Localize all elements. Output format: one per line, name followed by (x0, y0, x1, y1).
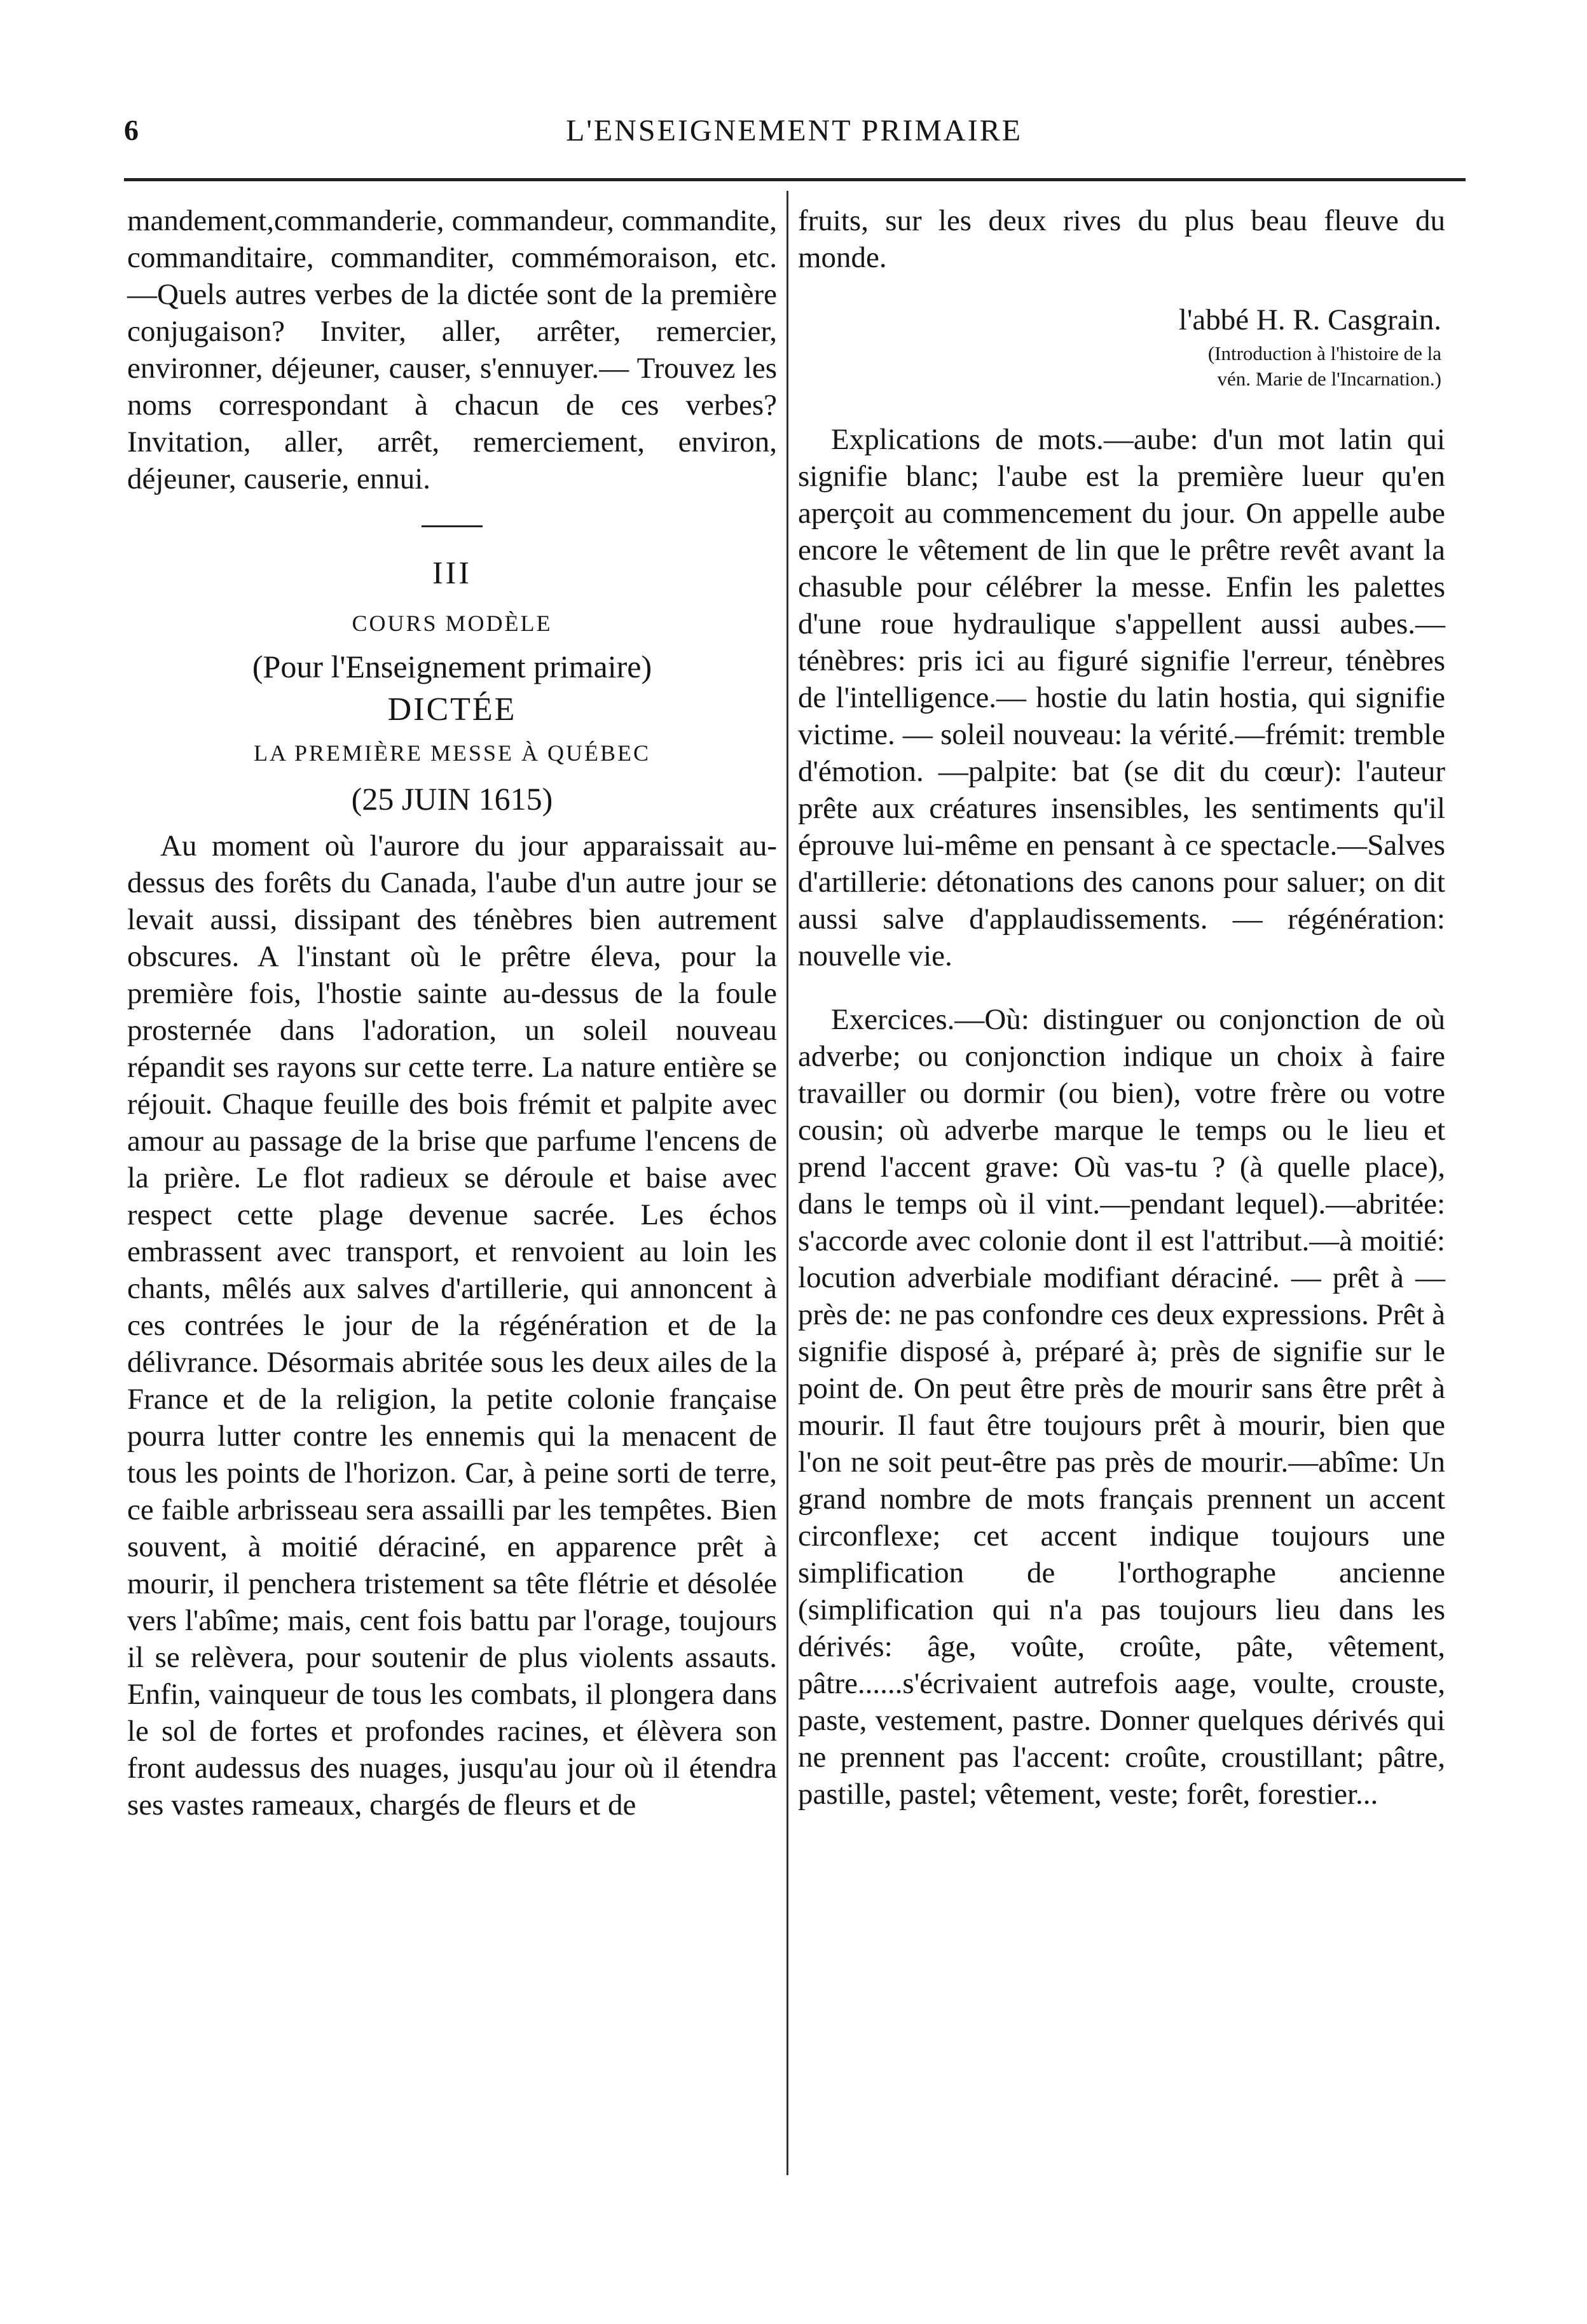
exercices-paragraph: Exercices.—Où: distinguer ou conjonction de où adverbe; ou conjonction indique un choix à faire travailler ou dormir (ou bien), votre frère ou votre cousin; où adverbe marque le temps ou le lieu et prend l'accent grave: Où vas-tu ? (à quelle place), dans le temps où il vint.—pendant lequel).—abritée: s'accorde avec colonie dont il est l'attribut.—à moitié: locution adverbiale modifiant déraciné. — prêt à — près de: ne pas confondre ces deux expressions. Prêt à signifie disposé à, préparé à; près de signifie sur le point de. On peut être près de mourir sans être prêt à mourir. Il faut être toujours prêt à mourir, bien que l'on ne soit peut-être pas près de mourir.—abîme: Un grand nombre de mots français prennent un accent circonflexe; cet accent indique toujours une simplification de l'orthographe ancienne (simplification qui n'a pas toujours lieu dans les dérivés: âge, voûte, croûte, pâte, vêtement, pâtre......s'écrivaient autrefois aage, voulte, crouste, paste, vestement, pastre. Donner quelques dérivés qui ne prennent pas l'accent: croûte, croustillant; pâtre, pastille, pastel; vêtement, veste; forêt, forestier... (798, 1003, 1446, 1811)
section-number: III (432, 555, 472, 590)
dictee-date: (25 JUIN 1615) (351, 781, 553, 817)
dictee-continuation: fruits, sur les deux rives du plus beau fleuve du monde. (798, 204, 1445, 274)
dictee-heading: LA PREMIÈRE MESSE À QUÉBEC (253, 740, 651, 766)
running-title: L'ENSEIGNEMENT PRIMAIRE (565, 114, 1023, 148)
source-citation (798, 341, 1445, 392)
section-rule (422, 525, 483, 527)
page-header (124, 95, 1464, 165)
opening-paragraph: mandement,commanderie, commandeur, commandite, commanditaire, commanditer, commémoraison, etc.—Quels autres verbes de la dictée sont de la première conjugaison? Inviter, aller, arrêter, remercier, environner, déjeuner, causer, s'ennuyer.— Trouvez les noms correspondant à chacun de ces verbes? Invitation, aller, arrêt, remerciement, environ, déjeuner, causerie, ennui. (127, 204, 777, 495)
left-column (127, 202, 777, 1823)
author-signature: l'abbé H. R. Casgrain. (1178, 303, 1441, 336)
source-line-1: (Introduction à l'histoire de la (1207, 342, 1441, 364)
dictee-text: Au moment où l'aurore du jour apparaissait au-dessus des forêts du Canada, l'aube d'un autre jour se levait aussi, dissipant des ténèbres bien autrement obscures. A l'instant où le prêtre éleva, pour la première fois, l'hostie sainte au-dessus de la foule prosternée dans l'adoration, un soleil nouveau répandit ses rayons sur cette terre. La nature entière se réjouit. Chaque feuille des bois frémit et palpite avec amour au passage de la brise que parfume l'encens de la prière. Le flot radieux se déroule et baise avec respect cette plage devenue sacrée. Les échos embrassent avec transport, et renvoient au loin les chants, mêlés aux salves d'artillerie, qui annoncent à ces contrées le jour de la régénération et de la délivrance. Désormais abritée sous les deux ailes de la France et de la religion, la petite colonie française pourra lutter contre les ennemis qui la menacent de tous les points de l'horizon. Car, à peine sorti de terre, ce faible arbrisseau sera assailli par les tempêtes. Bien souvent, à moitié déraciné, en apparence prêt à mourir, il penchera tristement sa tête flétrie et désolée vers l'abîme; mais, cent fois battu par l'orage, toujours il se relèvera, pour soutenir de plus violents assauts. Enfin, vainqueur de tous les combats, il plongera dans le sol de fortes et profondes racines, et élèvera son front audessus des nuages, jusqu'au jour où il étendra ses vastes rameaux, chargés de fleurs et de (127, 829, 777, 1822)
header-rule (124, 178, 1466, 181)
dictee-title: DICTÉE (387, 691, 517, 728)
paragraph-gap (798, 974, 1445, 1001)
page-number: 6 (124, 114, 139, 146)
source-line-2: vén. Marie de l'Incarnation.) (1217, 368, 1441, 390)
section-subtitle: (Pour l'Enseignement primaire) (252, 649, 652, 684)
right-column (798, 202, 1445, 1813)
section-heading: COURS MODÈLE (352, 611, 553, 636)
explications-paragraph: Explications de mots.—aube: d'un mot latin qui signifie blanc; l'aube est la première lueur qu'en aperçoit au commencement du jour. On appelle aube encore le vêtement de lin que le prêtre revêt avant la chasuble pour célébrer la messe. Enfin les palettes d'une roue hydraulique s'appellent aussi aubes.— ténèbres: pris ici au figuré signifie l'erreur, ténèbres de l'intelligence.— hostie du latin hostia, qui signifie victime. — soleil nouveau: la vérité.—frémit: tremble d'émotion. —palpite: bat (se dit du cœur): l'auteur prête aux créatures insensibles, les sentiments qu'il éprouve lui-même en pensant à ce spectacle.—Salves d'artillerie: détonations des canons pour saluer; on dit aussi salve d'applaudissements. — régénération: nouvelle vie. (798, 423, 1445, 972)
column-divider (787, 191, 788, 2175)
